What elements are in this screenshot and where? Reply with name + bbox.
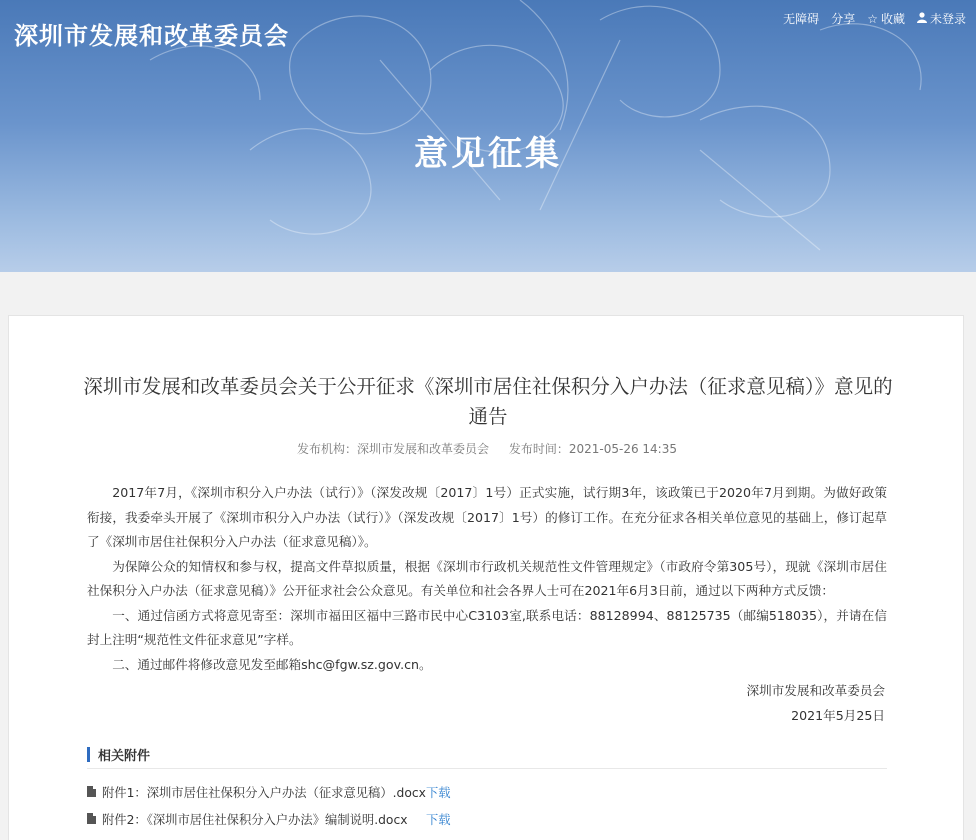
publisher: 发布机构：深圳市发展和改革委员会 — [297, 442, 490, 456]
notice-card — [8, 315, 964, 840]
paragraph: 2017年7月，《深圳市积分入户办法（试行）》（深发改规〔2017〕1号）正式实施，试行期3年，该政策已于2020年7月到期。为做好政策衔接，我委牵头开展了《深圳市积分入户办法（试行）》（深发改规〔2017〕1号）的修订工作。在充分征求各相关单位意见的基础上，修订起草了《深圳市居住社保积分入户办法（征求意见稿）》。 — [87, 485, 887, 549]
login-link[interactable]: 未登录 — [917, 10, 966, 27]
file-icon — [87, 813, 96, 824]
favorite-link[interactable]: ☆ 收藏 — [867, 11, 905, 26]
publish-time: 发布时间：2021-05-26 14:35 — [508, 442, 677, 456]
site-title[interactable]: 深圳市发展和改革委员会 — [14, 22, 289, 50]
accessibility-link[interactable]: 无障碍 — [783, 12, 820, 26]
list-item — [87, 778, 887, 805]
signature-date: 2021年5月25日 — [791, 708, 885, 723]
paragraph: 一、通过信函方式将意见寄至：深圳市福田区福中三路市民中心C3103室,联系电话：88128994、88125735（邮编518035），并请在信封上注明“规范性文件征求意见”字样。 — [87, 607, 887, 647]
user-icon — [917, 12, 927, 26]
notice-body — [87, 481, 887, 677]
notice-title: 深圳市发展和改革委员会关于公开征求《深圳市居住社保积分入户办法（征求意见稿）》意见的通告 — [83, 375, 893, 428]
list-item — [87, 805, 887, 832]
download-link[interactable]: 下载 — [426, 785, 451, 800]
signature-org: 深圳市发展和改革委员会 — [746, 683, 885, 698]
top-links — [771, 10, 966, 27]
attachment-name: 附件1：深圳市居住社保积分入户办法（征求意见稿）.docx — [102, 785, 426, 800]
paragraph: 二、通过邮件将修改意见发至邮箱shc@fgw.sz.gov.cn。 — [112, 656, 432, 672]
download-link[interactable]: 下载 — [426, 812, 451, 827]
star-icon: ☆ — [867, 11, 878, 26]
attachments-list — [87, 778, 887, 832]
header-banner — [0, 0, 976, 272]
paragraph: 为保障公众的知情权和参与权，提高文件草拟质量，根据《深圳市行政机关规范性文件管理规定》（市政府令第305号），现就《深圳市居住社保积分入户办法（征求意见稿）》公开征求社会公众意见。有关单位和社会各界人士可在2021年6月3日前，通过以下两种方式反馈： — [87, 558, 887, 598]
attachment-name: 附件2：《深圳市居住社保积分入户办法》编制说明.docx — [102, 812, 408, 827]
file-icon — [87, 786, 96, 797]
share-link[interactable]: 分享 — [831, 12, 856, 26]
banner-heading: 意见征集 — [414, 134, 562, 174]
signature — [746, 678, 885, 728]
notice-meta — [9, 440, 965, 457]
attachments-heading: 相关附件 — [98, 749, 151, 764]
attachments-header — [87, 741, 887, 769]
section-marker — [87, 747, 90, 762]
